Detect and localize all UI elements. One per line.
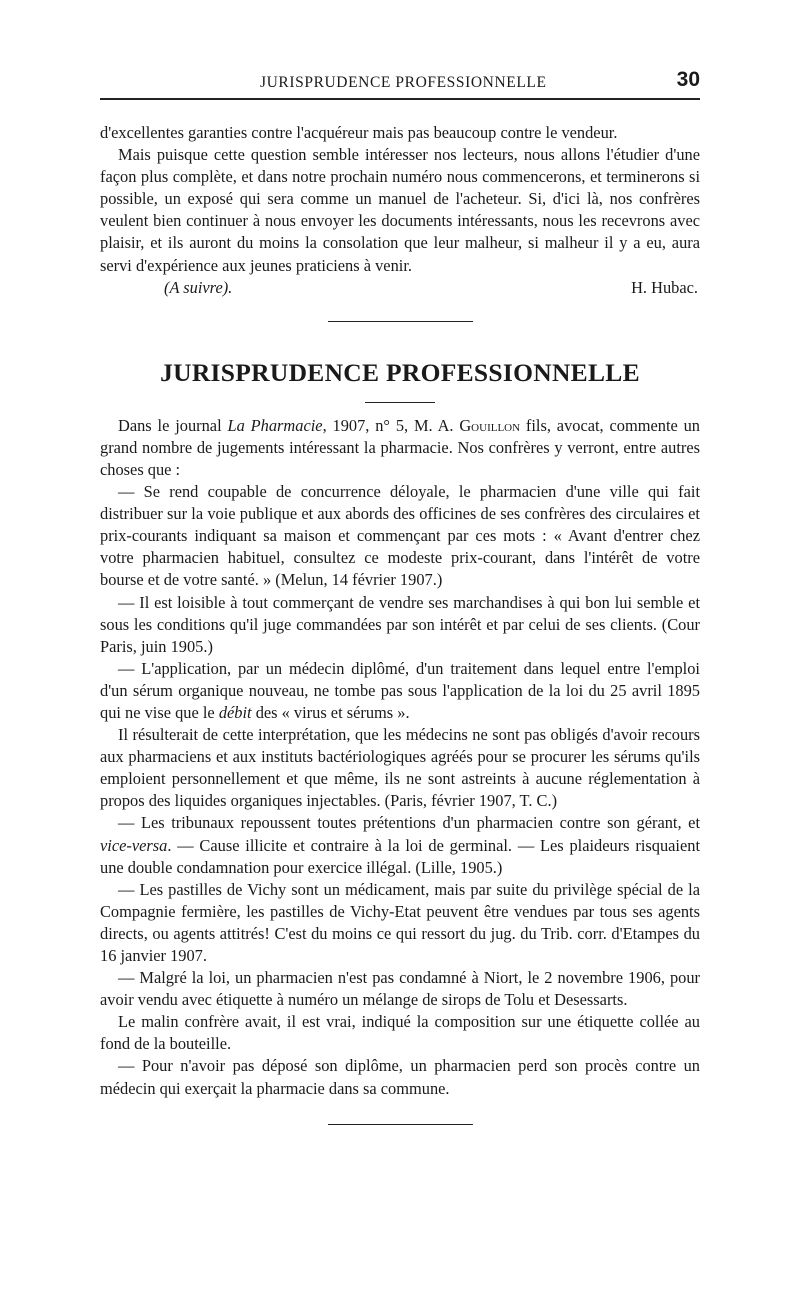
to-follow-note: (A suivre). xyxy=(164,277,233,297)
running-title: JURISPRUDENCE PROFESSIONNELLE xyxy=(260,74,547,91)
author-name: Gouillon xyxy=(459,415,521,435)
ruling-cour-paris: — Il est loisible à tout commerçant de vendre ses marchandises à qui bon lui semble et sous les conditions qu'il juge commandées par son intérêt et par celui de ses clients. (Cour Paris, juin 1905.) xyxy=(100,592,700,656)
lead-text: fils, avocat, commente un grand nombre de jugements intéressant la pharmacie. Nos confrères y verront, entre autres choses que : xyxy=(100,415,701,479)
section-lead-paragraph xyxy=(100,415,700,481)
ruling-serum xyxy=(100,658,700,724)
page-body xyxy=(100,122,700,1125)
header-rule xyxy=(100,98,700,100)
ruling-gerant xyxy=(100,812,700,878)
ruling-melun: — Se rend coupable de concurrence déloyale, le pharmacien d'une ville qui fait distribuer sur la voie publique et aux abords des officines de ses confrères des circulaires et prix-courants indiquant sa maison et commençant par ces mots : « Avant d'entrer chez votre pharmacien habituel, consultez ce modeste prix-courant, dans l'intérêt de votre bourse et de votre santé. » (Melun, 14 février 1907.) xyxy=(100,482,700,590)
signoff xyxy=(100,277,700,299)
emphasis-debit: débit xyxy=(218,702,252,722)
intro-paragraph-1: d'excellentes garanties contre l'acquéreur mais pas beaucoup contre le vendeur. xyxy=(100,123,618,142)
author-signature: H. Hubac. xyxy=(631,277,698,297)
section-title: JURISPRUDENCE PROFESSIONNELLE xyxy=(160,357,640,387)
ruling-text: . — Cause illicite et contraire à la loi de germinal. — Les plaideurs risquaient une double condamnation pour exercice illégal. (Lille, 1905.) xyxy=(100,835,700,877)
ruling-text: des « virus et sérums ». xyxy=(251,702,410,722)
ruling-niort: — Malgré la loi, un pharmacien n'est pas condamné à Niort, le 2 novembre 1906, pour avoir vendu avec étiquette à numéro un mélange de sirops de Tolu et Desessarts. xyxy=(100,968,700,1010)
end-rule xyxy=(328,1124,473,1125)
ruling-interpretation: Il résulterait de cette interprétation, que les médecins ne sont pas obligés d'avoir recours aux pharmaciens et aux instituts bactériologiques agréés pour se procurer les sérums qu'ils emploient personnellement et que même, ils ne sont astreints à aucune réglementation à propos des liquides organiques injectables. (Paris, février 1907, T. C.) xyxy=(100,725,700,811)
intro-paragraph-2: Mais puisque cette question semble intéresser nos lecteurs, nous allons l'étudier d'une façon plus complète, et dans notre prochain numéro nous commencerons, et terminerons si possible, un exposé qui sera comme un manuel de l'acheteur. Si, d'ici là, nos confrères veulent bien continuer à nous envoyer les documents intéressants, nous les recevrons avec plaisir, et ils auront du moins la consolation que leur malheur, si malheur il y a eu, aura servi d'expérience aux jeunes praticiens à venir. xyxy=(100,145,700,275)
page-number: 30 xyxy=(676,68,700,91)
journal-title: La Pharmacie xyxy=(227,415,323,435)
lead-text: Dans le journal xyxy=(118,415,228,435)
title-underline-rule xyxy=(365,402,435,403)
page-header xyxy=(100,68,700,94)
ruling-text: — Les tribunaux repoussent toutes prétentions d'un pharmacien contre son gérant, et xyxy=(118,813,700,833)
separator-rule xyxy=(328,321,473,322)
ruling-text: — L'application, par un médecin diplômé, d'un traitement dans lequel entre l'emploi d'un sérum organique nouveau, ne tombe pas sous l'application de la loi du 25 avril 1895 qui ne vise que le xyxy=(100,658,700,722)
ruling-niort-note: Le malin confrère avait, il est vrai, indiqué la composition sur une étiquette collée au fond de la bouteille. xyxy=(100,1012,700,1054)
ruling-diplome: — Pour n'avoir pas déposé son diplôme, un pharmacien perd son procès contre un médecin qui exerçait la pharmacie dans sa commune. xyxy=(100,1056,700,1098)
emphasis-vice-versa: vice-versa xyxy=(100,835,168,855)
ruling-vichy: — Les pastilles de Vichy sont un médicament, mais par suite du privilège spécial de la Compagnie fermière, les pastilles de Vichy-Etat peuvent être vendues par tous ses agents directs, ou agents attitrés! C'est du moins ce qui ressort du jug. du Trib. corr. d'Etampes du 16 janvier 1907. xyxy=(100,879,700,965)
lead-text: , 1907, n° 5, M. A. xyxy=(322,415,460,435)
